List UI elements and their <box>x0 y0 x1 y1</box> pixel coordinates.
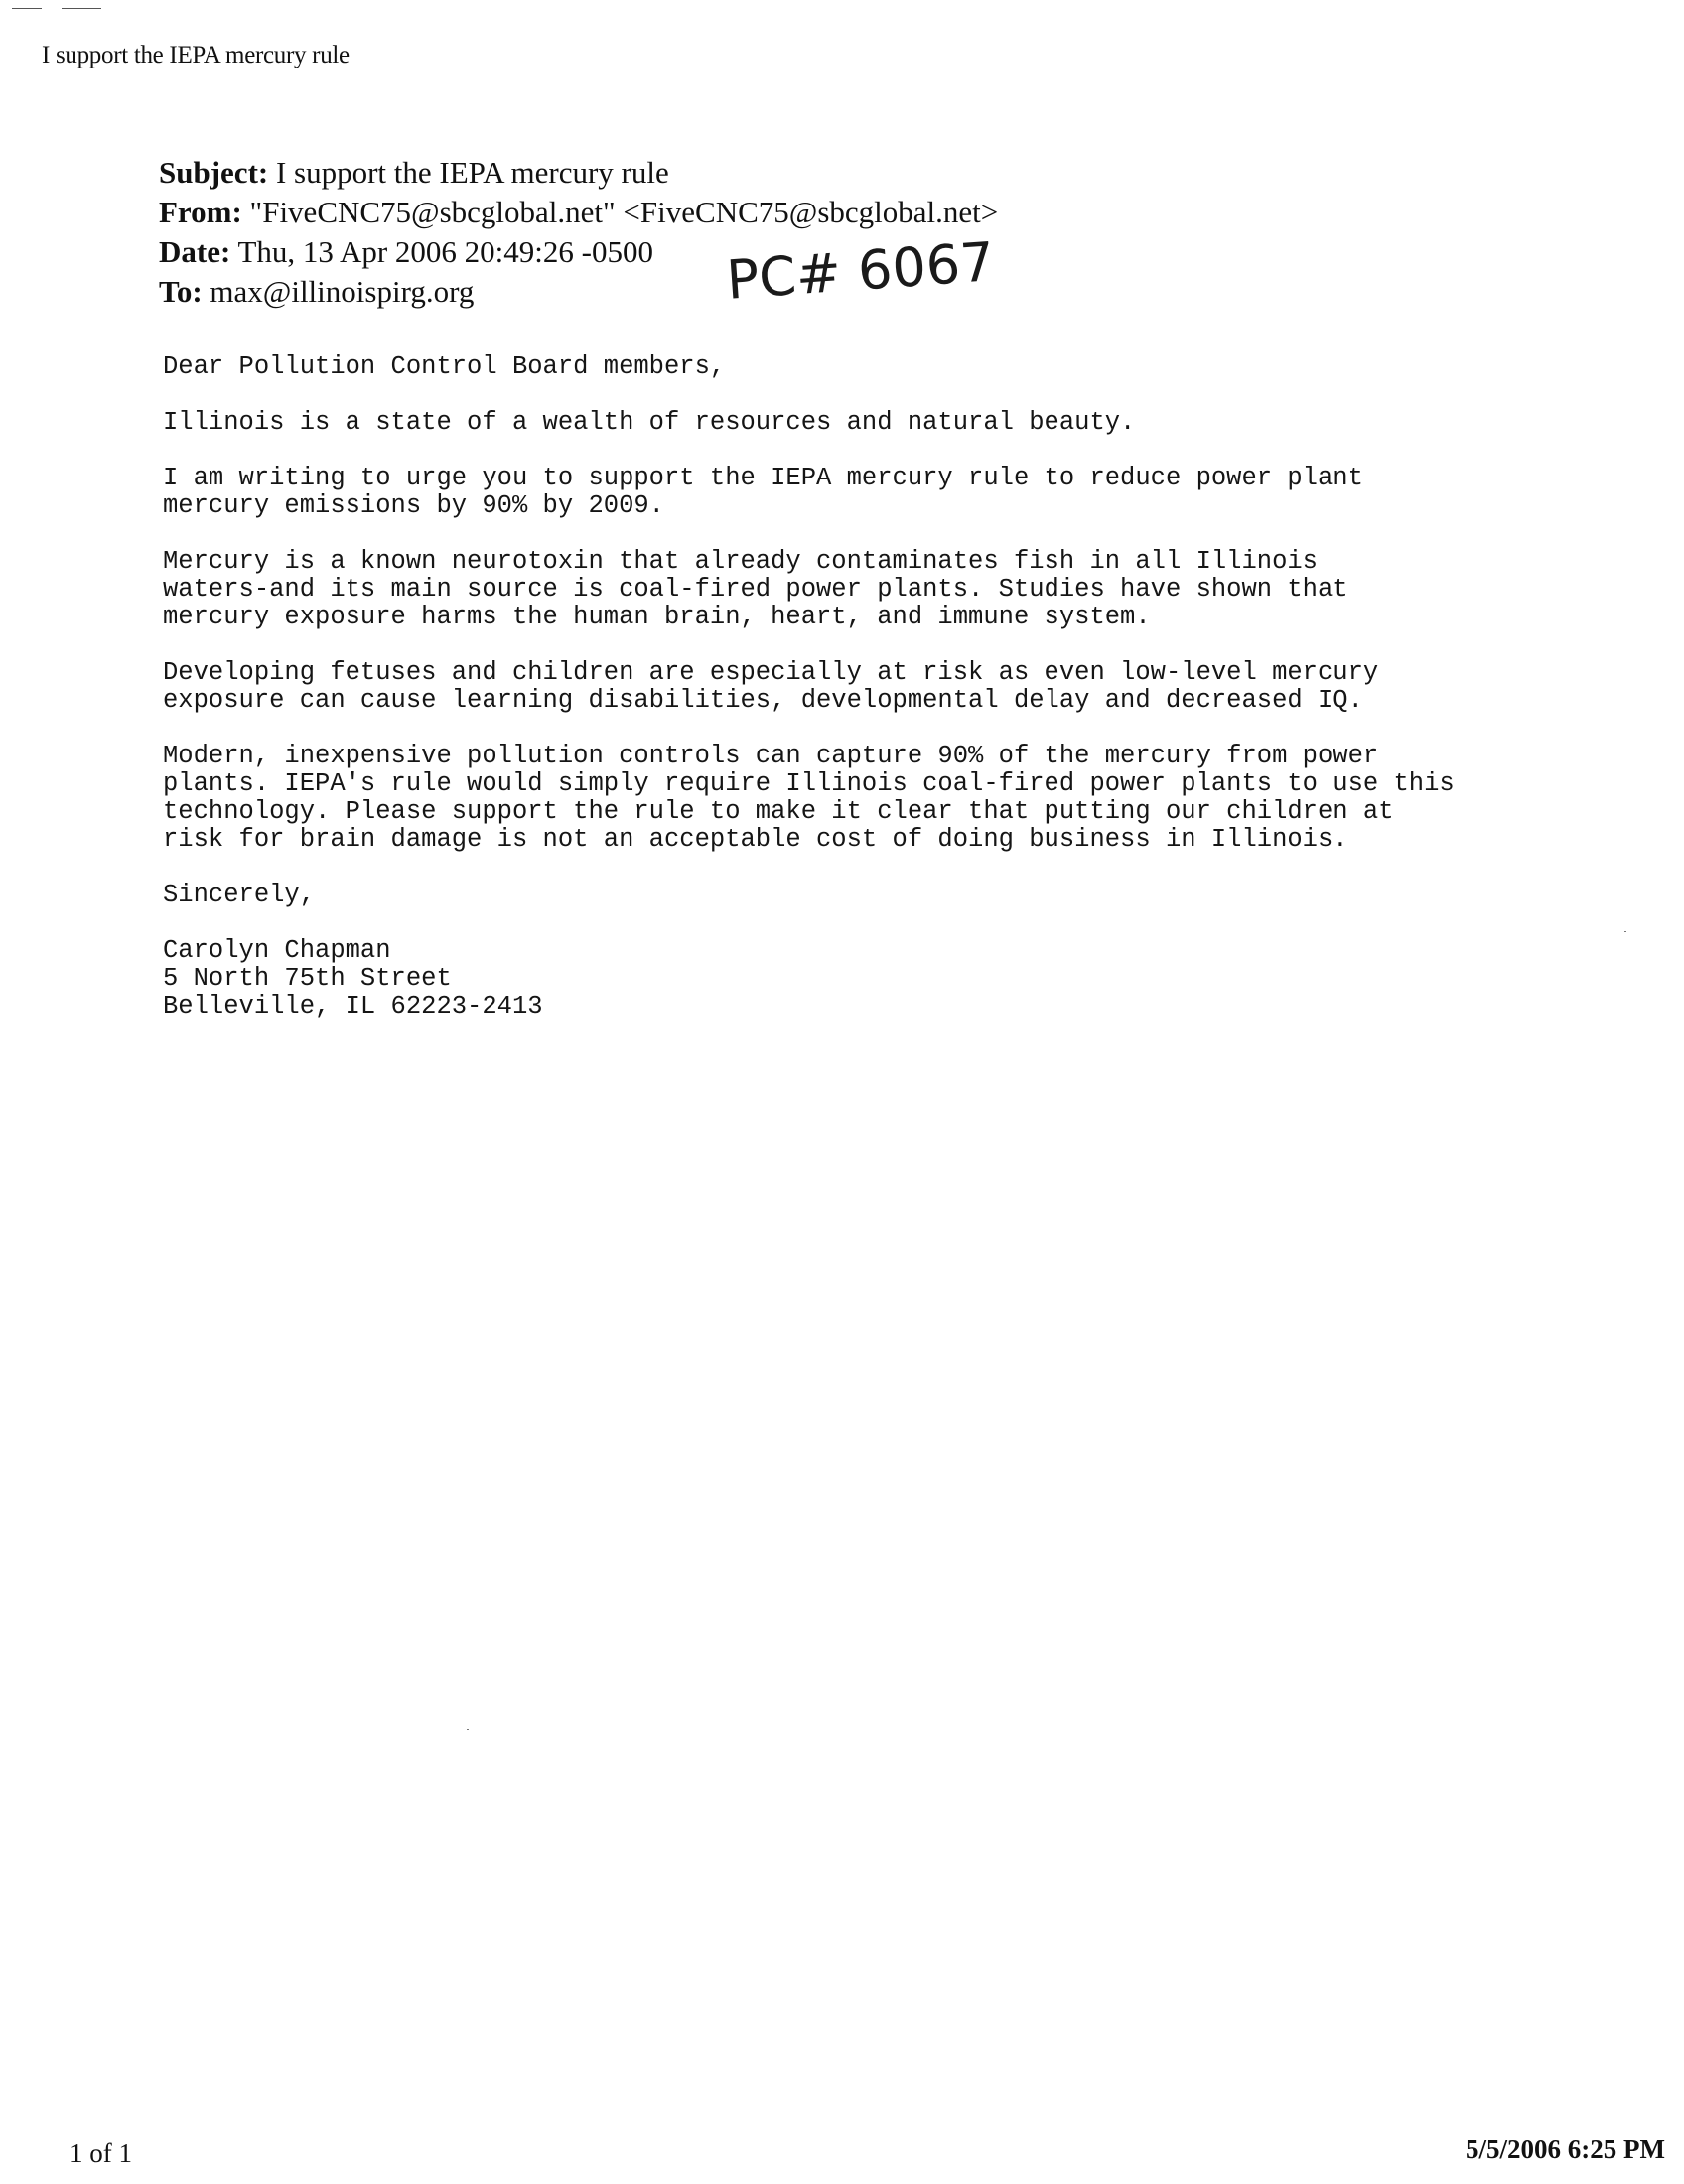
body-paragraph: Illinois is a state of a wealth of resources and natural beauty. <box>163 408 1136 437</box>
scan-speck <box>1624 931 1626 932</box>
email-body <box>163 353 1553 1021</box>
scan-marks <box>12 8 151 14</box>
to-value: max@illinoispirg.org <box>210 274 475 309</box>
body-paragraph: Developing fetuses and children are especially at risk as even low-level mercury exposure can cause learning disabilities, developmental delay and decreased IQ. <box>163 658 1379 715</box>
handwritten-pc-stamp <box>723 228 1041 328</box>
body-paragraph: Modern, inexpensive pollution controls can capture 90% of the mercury from power plants. IEPA's rule would simply require Illinois coal-fired power plants to use this technology. Please support the rule to make it clear that putting our children at risk for brain damage is not an acceptable cost of doing business in Illinois. <box>163 742 1455 854</box>
subject-value: I support the IEPA mercury rule <box>275 155 669 190</box>
page-number: 1 of 1 <box>70 2138 132 2168</box>
signature-city: Belleville, IL 62223-2413 <box>163 992 543 1021</box>
from-row <box>159 193 998 232</box>
signature-street: 5 North 75th Street <box>163 964 452 993</box>
page-header: I support the IEPA mercury rule <box>42 42 350 68</box>
closing: Sincerely, <box>163 881 316 909</box>
body-paragraph: I am writing to urge you to support the IEPA mercury rule to reduce power plant mercury emissions by 90% by 2009. <box>163 464 1363 520</box>
scan-speck <box>467 1729 469 1730</box>
body-paragraph: Mercury is a known neurotoxin that already contaminates fish in all Illinois waters-and its main source is coal-fired power plants. Studies have shown that mercury exposure harms the human brain, heart, and immune system. <box>163 547 1348 631</box>
date-label: Date: <box>159 234 231 269</box>
date-value: Thu, 13 Apr 2006 20:49:26 -0500 <box>237 234 653 269</box>
subject-row <box>159 153 998 193</box>
to-label: To: <box>159 274 203 309</box>
print-timestamp: 5/5/2006 6:25 PM <box>1466 2134 1665 2164</box>
pc-stamp-text: PC# 6067 <box>724 230 997 312</box>
salutation: Dear Pollution Control Board members, <box>163 352 726 381</box>
from-value: "FiveCNC75@sbcglobal.net" <FiveCNC75@sbcglobal.net> <box>249 195 999 229</box>
subject-label: Subject: <box>159 155 269 190</box>
from-label: From: <box>159 195 242 229</box>
signature-name: Carolyn Chapman <box>163 936 391 965</box>
